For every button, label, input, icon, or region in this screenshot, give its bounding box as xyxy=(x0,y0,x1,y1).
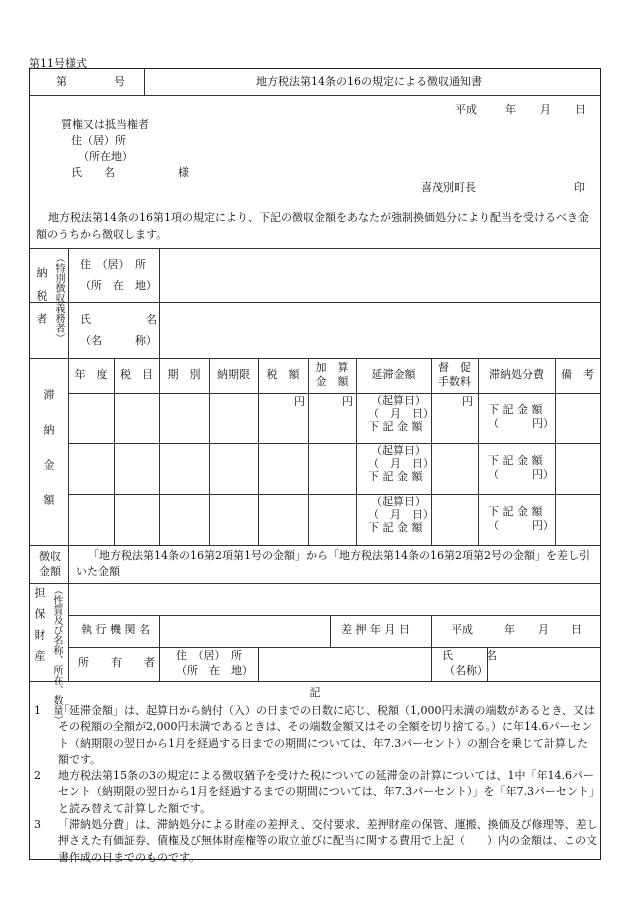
rule xyxy=(68,443,600,444)
start-date-field: （ 月 日） xyxy=(368,457,434,470)
disposition-amount-field: （ 円） xyxy=(488,468,554,481)
issuer-name: 喜茂別町長 xyxy=(421,181,476,194)
owner-address-sublabel: （所 在 地） xyxy=(176,664,253,677)
rule xyxy=(431,615,432,681)
delinquency-section-label: 滞納金額 xyxy=(42,389,55,529)
rule xyxy=(30,545,600,546)
collection-label: 徴収金額 xyxy=(39,550,61,578)
collateral-nature-label: （性質及び名称、所在、数量） xyxy=(51,585,62,725)
note-text: 「滞納処分費」は、滞納処分による財産の差押え、交付要求、差押財産の保管、運搬、換価及び修理等、差し押さえた有価証券、債権及び無体財産権等の取立並びに配当に関する費用で上記（ ）内の金額は、この文書作成の日までのものです。 xyxy=(58,818,598,864)
yen-unit: 円 xyxy=(462,395,473,408)
collateral-section-label: 担保財産 xyxy=(33,587,46,671)
rule xyxy=(68,545,69,583)
rule xyxy=(68,393,600,394)
start-date-field: （ 月 日） xyxy=(368,407,434,420)
taxpayer-address-label: 住 （居） 所 xyxy=(80,258,146,271)
col-header-tax-item: 税 目 xyxy=(120,368,153,381)
col-header-due: 納期限 xyxy=(217,368,250,381)
disposition-below-label: 下 記 金 額 xyxy=(488,505,543,518)
date-month: 月 xyxy=(540,103,551,116)
owner-name-sublabel: （名称） xyxy=(444,664,488,677)
note-text: 「延滞金額」は、起算日から納付（入）の日までの日数に応じ、税額（1,000円未満の端数があるとき、又はその税額の全額が2,000円未満であるときは、その端数金額又はその全額を切り捨てる。）に年14.6パーセント（納期限の翌日から1月を経過する日までの期間については、年7.3パーセント）の割合を乗じて計算した額です。 xyxy=(58,704,596,766)
rule xyxy=(159,248,160,358)
taxpayer-section-label: 納税者 xyxy=(35,267,48,336)
note-item xyxy=(34,703,598,768)
rule xyxy=(30,248,600,249)
start-date-field: （ 月 日） xyxy=(368,508,434,521)
date-year: 年 xyxy=(505,103,516,116)
rule xyxy=(356,358,357,545)
col-header-year: 年 度 xyxy=(74,368,108,381)
col-header-remarks: 備 考 xyxy=(561,368,594,381)
addressee-name-label: 氏 名 xyxy=(71,166,115,179)
notes-list xyxy=(34,703,598,866)
disposition-amount-field: （ 円） xyxy=(488,519,554,532)
rule xyxy=(68,647,600,648)
rule xyxy=(330,615,331,647)
date-era: 平成 xyxy=(455,103,477,116)
yen-unit: 円 xyxy=(342,395,353,408)
rule xyxy=(258,647,259,681)
issuer-seal: 印 xyxy=(574,181,585,194)
col-header-delinquency: 延滞金額 xyxy=(371,368,416,381)
addressee-role: 質権又は抵当権者 xyxy=(61,118,149,131)
note-item xyxy=(34,768,598,817)
below-amount-label: 下 記 金 額 xyxy=(368,521,423,534)
disposition-below-label: 下 記 金 額 xyxy=(488,403,543,416)
seizure-date-label: 差 押 年 月 日 xyxy=(341,623,410,636)
rule xyxy=(68,494,600,495)
below-amount-label: 下 記 金 額 xyxy=(368,420,423,433)
col-header-reminder-2: 手数料 xyxy=(438,375,471,388)
rule xyxy=(30,681,600,682)
taxpayer-name-label: 氏 名 xyxy=(80,313,157,326)
seizure-date-era: 平成 xyxy=(451,623,473,636)
start-date-label: （起算日） xyxy=(371,495,426,508)
start-date-label: （起算日） xyxy=(371,444,426,457)
rule xyxy=(68,615,600,616)
note-number: 2 xyxy=(34,769,41,783)
col-header-period: 期 別 xyxy=(167,368,201,381)
intro-paragraph: 地方税法第14条の16第1項の規定により、下記の徴収金額をあなたが強制換価処分により配当を受けるべき金額のうちから徴収します。 xyxy=(36,211,589,241)
rule xyxy=(478,358,479,545)
col-header-additional-1: 加 算 xyxy=(315,361,349,374)
rule xyxy=(144,69,145,95)
taxpayer-section-sublabel: （特別徴収義務者） xyxy=(53,253,64,343)
rule xyxy=(555,358,556,545)
agency-label: 執 行 機 関 名 xyxy=(81,623,150,636)
number-label-suffix: 号 xyxy=(114,75,125,88)
owner-name-label: 氏 名 xyxy=(442,649,497,662)
owner-address-label: 住 （居） 所 xyxy=(176,649,242,662)
below-amount-label: 下 記 金 額 xyxy=(368,470,423,483)
rule xyxy=(258,358,259,545)
disposition-amount-field: （ 円） xyxy=(488,417,554,430)
col-header-disposition: 滞納処分費 xyxy=(489,368,544,381)
seizure-date-year: 年 xyxy=(504,623,515,636)
taxpayer-name-sublabel: （名 称） xyxy=(80,334,157,347)
note-item xyxy=(34,817,598,866)
addressee-honorific: 様 xyxy=(178,166,189,179)
rule xyxy=(68,583,69,681)
rule xyxy=(159,615,160,681)
number-label-prefix: 第 xyxy=(56,75,67,88)
addressee-address-sub: （所在地） xyxy=(78,150,133,163)
note-number: 1 xyxy=(34,704,41,717)
rule xyxy=(159,358,160,545)
owner-label: 所 有 者 xyxy=(78,656,155,669)
start-date-label: （起算日） xyxy=(371,394,426,407)
notes-title: 記 xyxy=(309,686,321,699)
note-text: 地方税法第15条の3の規定による徴収猶予を受けた税についての延滞金の計算については、1中「年14.6パーセント（納期限の翌日から1月を経過するまでの期間については、年7.3パーセント）」を「年7.3パーセント」と読み替えて計算した額です。 xyxy=(58,769,595,815)
addressee-address-label: 住（居）所 xyxy=(71,134,126,147)
document-title: 地方税法第14条の16の規定による徴収通知書 xyxy=(256,75,482,88)
rule xyxy=(209,358,210,545)
notice-form xyxy=(29,68,601,864)
rule xyxy=(30,358,600,359)
rule xyxy=(68,302,159,303)
disposition-below-label: 下 記 金 額 xyxy=(488,454,543,467)
rule xyxy=(114,358,115,545)
seizure-date-day: 日 xyxy=(571,623,582,636)
note-number: 3 xyxy=(34,818,41,832)
rule xyxy=(68,248,69,545)
yen-unit: 円 xyxy=(294,395,305,408)
date-day: 日 xyxy=(575,103,586,116)
form-number: 第11号様式 xyxy=(29,57,87,70)
seizure-date-month: 月 xyxy=(538,623,549,636)
taxpayer-address-sublabel: （所 在 地） xyxy=(80,279,157,292)
col-header-reminder-1: 督 促 xyxy=(438,361,471,374)
col-header-tax-amount: 税 額 xyxy=(266,368,300,381)
rule xyxy=(30,95,600,96)
rule xyxy=(30,583,600,584)
collection-description: 「地方税法第14条の16第2項第1号の金額」から「地方税法第14条の16第2項第2号の金額」を差し引いた金額 xyxy=(76,549,590,578)
col-header-additional-2: 金 額 xyxy=(315,375,349,388)
